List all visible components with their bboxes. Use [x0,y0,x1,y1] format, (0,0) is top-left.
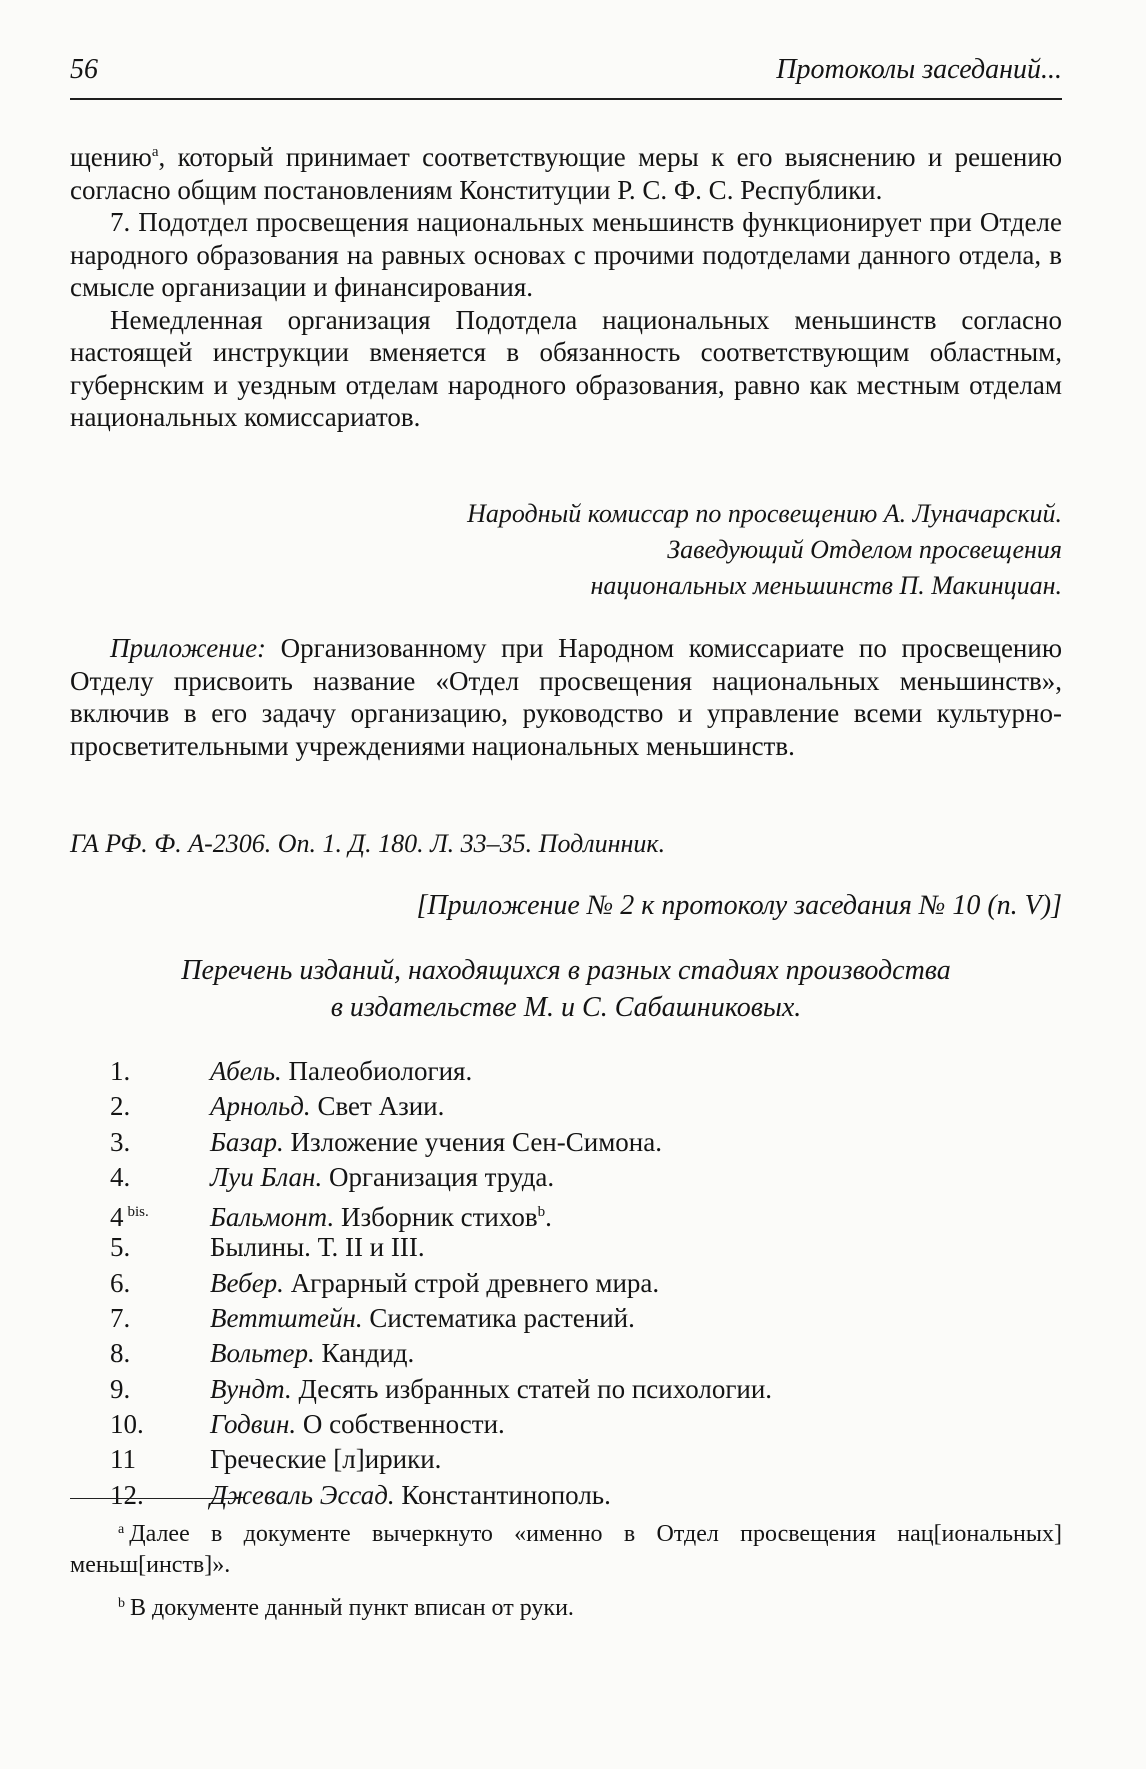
book-author: Абель. [210,1056,282,1086]
footnote [70,1514,1062,1581]
paragraph-1: щению$^a$, который принимает соответствующие меры к его выяснению и решению согласно общим постановлениям Конституции Р. С. Ф. С. Республики. [70,142,1062,205]
book-title: Греческие [л]ирики. [210,1444,442,1475]
item-number: 11 [110,1444,136,1475]
book-author: Луи Блан. [210,1161,323,1192]
item-text [210,1301,635,1336]
item-number: 3. [110,1126,131,1157]
item-number: 5. [110,1232,131,1263]
appendix-note-lead: Приложение: [110,633,267,663]
item-text [210,1336,414,1371]
footnote-ref-a: a [151,144,159,160]
paragraph-3: Немедленная организация Подотдела национальных меньшинств согласно настоящей инструкции вменяется в обязанность соответствующим областным, губернским и уездным отделам народного образования, равно как местным отделам национальных комиссариатов. [70,304,1062,432]
signature-line-1: Народный комиссар по просвещению А. Луначарский. [467,499,1062,528]
book-title: Десять избранных статей по психологии. [291,1373,773,1404]
item-text [210,1089,444,1124]
item-number: 7. [110,1303,131,1334]
footnote-rule [70,1498,238,1499]
archive-reference: ГА РФ. Ф. А-2306. Оп. 1. Д. 180. Л. 33–35. Подлинник. [70,829,666,858]
list-title [70,952,1062,1026]
book-title: Систематика растений. [362,1303,635,1334]
item-number: 2. [110,1091,131,1122]
book-author: Вебер. [210,1267,284,1298]
book-title: Кандид. [314,1338,415,1369]
book-author: Бальмонт. [210,1202,335,1233]
book-author: Джеваль Эссад. [210,1479,395,1510]
item-number: 4 $^{bis.}$ [110,1202,149,1233]
book-author: Вольтер. [210,1338,315,1369]
book-title: Организация труда. [322,1161,555,1192]
item-number: 12. [110,1479,144,1510]
item-number: 8. [110,1338,131,1369]
appendix-note-text: Организованному при Народном комиссариате по просвещению Отделу присвоить название «Отдел просвещения национальных меньшинств», включив в его задачу организацию, руководство и управление всеми культурно-просветительными учреждениями национальных меньшинств. [70,633,1062,761]
footnote-text: Далее в документе вычеркнуто «именно в Отдел просвещения нац[иональных] меньш[инств]». [70,1521,1062,1578]
book-title: О собственности. [296,1408,505,1439]
book-title: Изборник стихов [334,1202,538,1233]
item-text [210,1160,554,1195]
appendix-heading: [Приложение № 2 к протоколу заседания № 10 (п. V)] [416,890,1062,921]
appendix-note [70,632,1062,762]
footnote [70,1588,1062,1624]
list-title-line-1: Перечень изданий, находящихся в разных стадиях производства [181,955,951,986]
list-title-line-2: в издательстве М. и С. Сабашниковых. [330,992,802,1023]
item-number: 9. [110,1373,131,1404]
item-text [210,1125,662,1160]
item-text [210,1442,441,1477]
item-number: 6. [110,1267,131,1298]
item-text [210,1230,425,1265]
book-author: Веттштейн. [210,1303,363,1334]
book-title: Изложение учения Сен-Симона. [283,1126,662,1157]
footnote-ref-b: b [537,1204,546,1221]
book-title: Аграрный строй древнего мира. [283,1267,660,1298]
book-title: Былины. Т. II и III. [210,1232,425,1263]
footnote-text: В документе данный пункт вписан от руки. [130,1595,574,1621]
page-number: 56 [70,54,98,85]
page-header [70,48,1062,100]
book-author: Базар. [210,1126,284,1157]
item-text [210,1266,659,1301]
item-text [210,1478,611,1513]
item-text [210,1054,472,1089]
main-text [70,136,1062,434]
paragraph-2: 7. Подотдел просвещения национальных меньшинств функционирует при Отделе народного образования на равных основах с прочими подотделами данного отдела, в смысле организации и финансирования. [70,207,1062,302]
book-author: Арнольд. [210,1091,311,1122]
item-number: 10. [110,1408,144,1439]
footnote-mark: b [118,1596,125,1611]
book-title: Константинополь. [394,1479,611,1510]
item-text [210,1372,772,1407]
book-title: Палеобиология. [281,1056,473,1086]
footnote-mark: a [118,1522,125,1537]
book-author: Годвин. [210,1408,297,1439]
book-title: Свет Азии. [310,1091,445,1122]
item-number: 1. [110,1056,131,1086]
signature-line-3: национальных меньшинств П. Макинциан. [590,571,1062,600]
running-title: Протоколы заседаний... [776,54,1062,85]
item-number: 4. [110,1161,131,1192]
item-text: Бальмонт. Изборник стихов$^b$. [210,1202,552,1233]
signature-line-2: Заведующий Отделом просвещения [667,535,1062,564]
item-text [210,1407,505,1442]
book-author: Вундт. [210,1373,292,1404]
signature-block [467,496,1062,604]
footnotes [70,1514,1062,1624]
